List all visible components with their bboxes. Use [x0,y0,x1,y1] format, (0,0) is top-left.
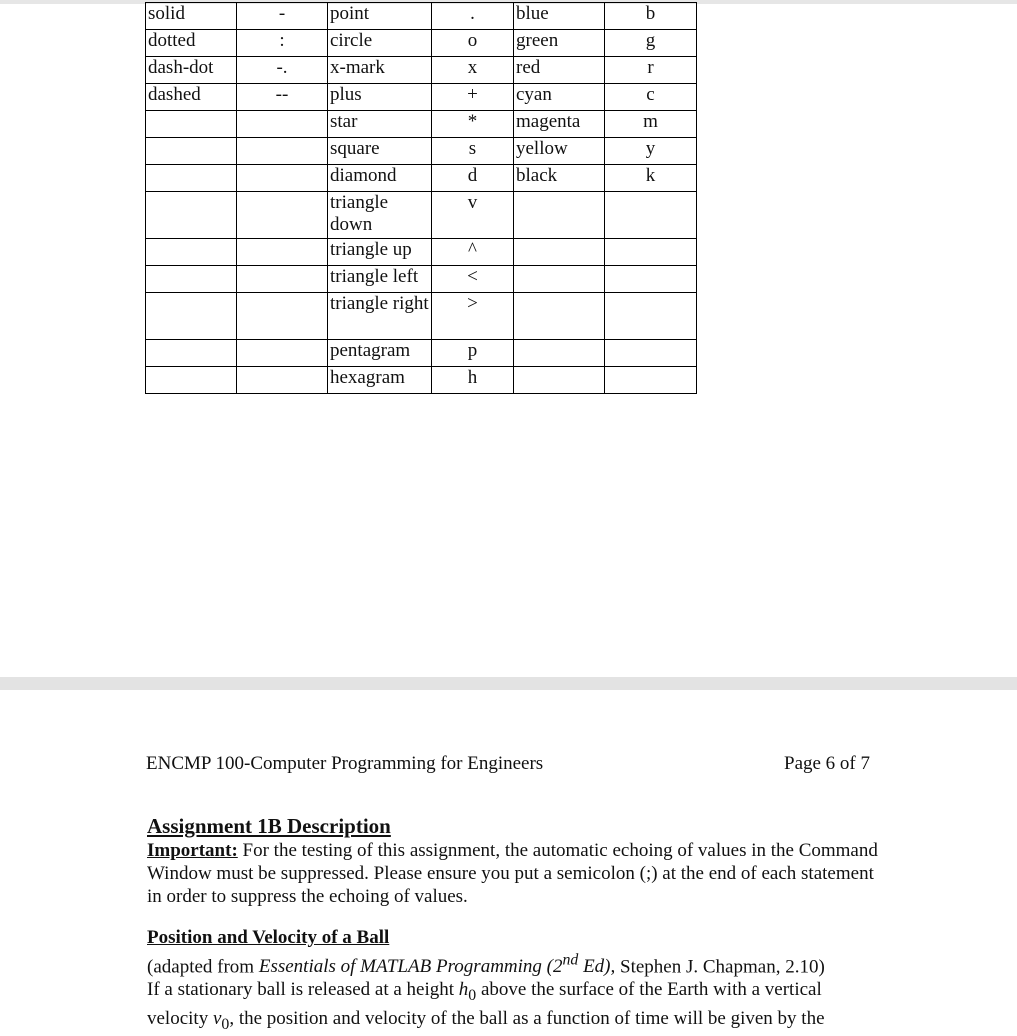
table-cell: triangle right [328,293,432,340]
var-h: h [458,979,469,1001]
table-cell: red [514,57,605,84]
table-cell: p [432,340,514,367]
table-cell [237,293,328,340]
table-row [146,239,697,266]
table-cell [514,340,605,367]
important-label: Important: [147,840,238,861]
table-row [146,266,697,293]
table-row [146,84,697,111]
var-v-sub: 0 [221,1015,230,1033]
table-cell [146,239,237,266]
table-cell [514,293,605,340]
table-cell [605,192,697,239]
para-start: If a stationary ball is released at a height [147,979,459,1001]
table-cell [146,138,237,165]
table-cell: -. [237,57,328,84]
table-row [146,192,697,239]
para-end: , the position and velocity of the ball as a function of time will be given by the [229,1008,825,1030]
table-cell: < [432,266,514,293]
table-cell [605,367,697,394]
table-cell [146,293,237,340]
table-cell: r [605,57,697,84]
table-cell [237,239,328,266]
table-cell: circle [328,30,432,57]
table-cell: pentagram [328,340,432,367]
table-row [146,367,697,394]
var-h-sub: 0 [468,987,477,1005]
table-row [146,165,697,192]
table-cell [605,340,697,367]
table-row [146,340,697,367]
table-cell: m [605,111,697,138]
table-cell: diamond [328,165,432,192]
source-edition: Ed), [578,956,616,978]
table-cell [237,111,328,138]
table-cell: hexagram [328,367,432,394]
table-row [146,57,697,84]
source-sup: nd [562,952,579,969]
important-paragraph [147,839,887,908]
table-cell [237,340,328,367]
table-cell: - [237,3,328,30]
table-cell: solid [146,3,237,30]
table-cell [146,111,237,138]
assignment-body [147,814,887,1036]
table-cell: -- [237,84,328,111]
page-number: Page 6 of 7 [784,753,871,774]
table-cell [514,266,605,293]
table-cell: star [328,111,432,138]
source-suffix: Stephen J. Chapman, 2.10) [615,956,825,978]
table-cell [237,367,328,394]
table-cell: + [432,84,514,111]
assignment-title: Assignment 1B Description [147,814,391,838]
table-cell [514,367,605,394]
table-cell: dashed [146,84,237,111]
table-row [146,3,697,30]
table-cell: green [514,30,605,57]
table-cell: y [605,138,697,165]
table-cell: . [432,3,514,30]
table-cell: x-mark [328,57,432,84]
table-cell: magenta [514,111,605,138]
table-cell: plus [328,84,432,111]
table-cell: s [432,138,514,165]
table-cell: triangle left [328,266,432,293]
page-break [0,677,1017,690]
problem-paragraph [147,978,887,1036]
table-cell [237,165,328,192]
table-cell: black [514,165,605,192]
table-cell: v [432,192,514,239]
table-cell: dash-dot [146,57,237,84]
table-cell: h [432,367,514,394]
table-cell: square [328,138,432,165]
table-cell: g [605,30,697,57]
table-cell: b [605,3,697,30]
source-book-title: Essentials of MATLAB Programming (2 [258,956,563,978]
section-title: Position and Velocity of a Ball [147,927,390,948]
var-v: v [212,1008,222,1030]
table-cell [146,192,237,239]
table-cell: triangle up [328,239,432,266]
table-cell: d [432,165,514,192]
table-row [146,30,697,57]
line-style-table [145,2,697,394]
table-row [146,138,697,165]
table-cell: > [432,293,514,340]
table-cell: ^ [432,239,514,266]
table-cell: cyan [514,84,605,111]
table-cell [605,293,697,340]
table-cell [237,192,328,239]
table-cell [237,266,328,293]
source-prefix: (adapted from [147,956,259,978]
table-row [146,293,697,340]
table-cell: blue [514,3,605,30]
table-cell: * [432,111,514,138]
source-book [258,952,616,978]
important-text: For the testing of this assignment, the automatic echoing of values in the Command Window must be suppressed. Please ensure you put a semicolon (;) at the end of each statement in order to suppress the echoing of values. [147,840,878,907]
table-cell: yellow [514,138,605,165]
table-cell: triangle down [328,192,432,239]
table-cell [146,266,237,293]
table-cell [146,165,237,192]
para-mid: above the surface of the Earth with a vertical velocity [147,979,822,1030]
table-cell [605,239,697,266]
table-cell: dotted [146,30,237,57]
table-cell: x [432,57,514,84]
table-cell: k [605,165,697,192]
course-header: ENCMP 100-Computer Programming for Engineers [146,753,544,774]
table-cell [605,266,697,293]
table-cell [237,138,328,165]
table-cell [146,367,237,394]
table-cell [514,192,605,239]
table-cell: o [432,30,514,57]
table-cell [146,340,237,367]
table-row [146,111,697,138]
source-line [147,949,887,978]
table-cell: c [605,84,697,111]
table-cell: point [328,3,432,30]
table-cell [514,239,605,266]
table-cell: : [237,30,328,57]
